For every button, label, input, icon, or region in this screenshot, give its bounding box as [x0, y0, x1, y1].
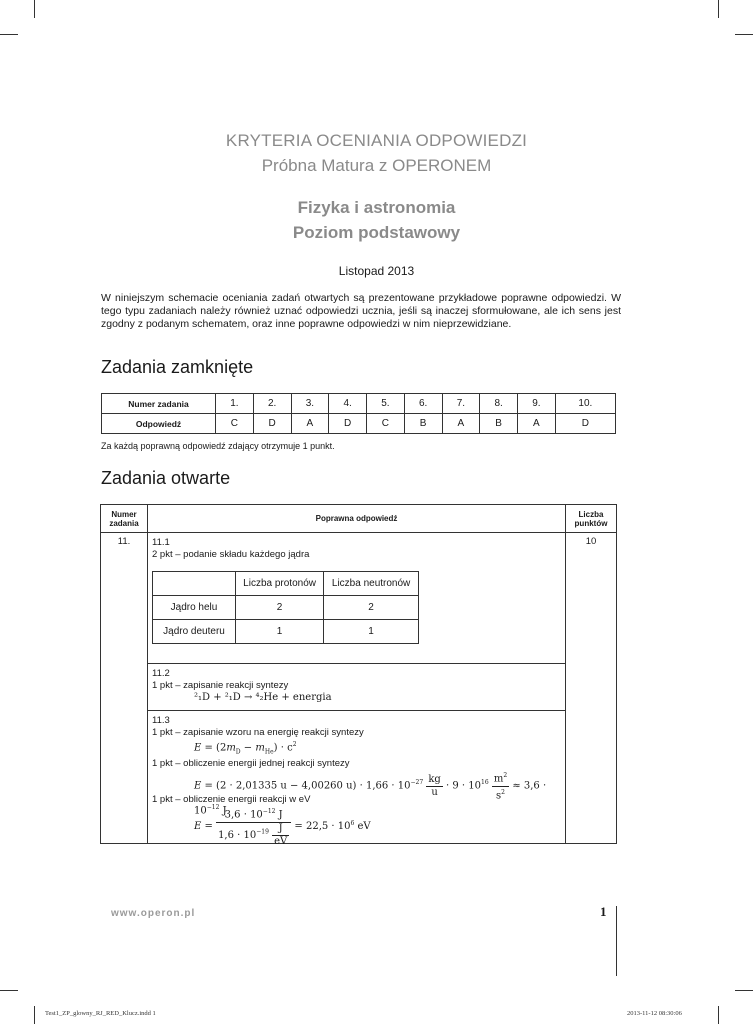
crop-mark [0, 990, 18, 991]
section-label: 11.3 [152, 715, 170, 726]
publisher-url: www.operon.pl [111, 908, 196, 919]
cell: B [480, 414, 518, 434]
cell: 5. [367, 394, 405, 414]
task-number-row [102, 394, 616, 414]
header-row [101, 505, 617, 533]
cell: 9. [518, 394, 556, 414]
cell: 6. [404, 394, 442, 414]
inner-header: Liczba protonów [236, 572, 324, 596]
crop-mark [34, 0, 35, 18]
cell: C [367, 414, 405, 434]
print-timestamp: 2013-11-12 08:30:06 [627, 1010, 682, 1017]
crop-mark [735, 34, 753, 35]
closed-tasks-heading: Zadania zamknięte [101, 357, 254, 377]
task-number: 11. [101, 533, 148, 844]
crop-mark [0, 34, 18, 35]
fusion-reaction-formula: ²₁D + ²₁D → ⁴₂He + energia [194, 692, 332, 703]
subject-title: Fizyka i astronomia [297, 198, 456, 217]
open-answers-table [100, 504, 617, 847]
energy-formula: $E = (2m_D - m_{He}) \cdot c^2$ [194, 741, 297, 756]
section-11-3 [148, 710, 565, 847]
row-label: Jądro deuteru [153, 620, 236, 644]
cell: B [404, 414, 442, 434]
cell: 7. [442, 394, 480, 414]
crop-mark [735, 990, 753, 991]
cell: 2 [236, 596, 324, 620]
answer-row [102, 414, 616, 434]
cell: A [442, 414, 480, 434]
section-11-2 [148, 663, 565, 710]
section-desc: 1 pkt – zapisanie wzoru na energię reakcji syntezy [152, 727, 364, 738]
answer-cell [148, 533, 566, 847]
document-subtitle: Próbna Matura z OPERONEM [261, 156, 492, 175]
section-desc: 1 pkt – obliczenie energii jednej reakcji syntezy [152, 758, 350, 770]
section-11-1 [148, 533, 565, 663]
section-desc: 2 pkt – podanie składu każdego jądra [152, 549, 310, 560]
inner-header-blank [153, 572, 236, 596]
inner-header: Liczba neutronów [324, 572, 419, 596]
table-row [153, 596, 419, 620]
cell: 10. [555, 394, 615, 414]
cell: D [253, 414, 291, 434]
scoring-note: Za każdą poprawną odpowiedź zdający otrzymuje 1 punkt. [101, 441, 335, 451]
section-label: 11.2 [152, 668, 170, 679]
cell: C [216, 414, 254, 434]
cell: 8. [480, 394, 518, 414]
section-desc: 1 pkt – obliczenie energii reakcji w eV [152, 794, 311, 806]
cell: 3. [291, 394, 329, 414]
crop-mark [718, 1006, 719, 1024]
cell: 2. [253, 394, 291, 414]
section-desc: 1 pkt – zapisanie reakcji syntezy [152, 680, 289, 691]
row-label: Numer zadania [102, 394, 216, 414]
col-header-answer: Poprawna odpowiedź [148, 505, 566, 533]
col-header-number: Numer zadania [101, 505, 148, 533]
row-label: Jądro helu [153, 596, 236, 620]
crop-mark [34, 1006, 35, 1024]
document-title: KRYTERIA OCENIANIA ODPOWIEDZI [225, 131, 528, 150]
open-tasks-heading: Zadania otwarte [101, 468, 231, 488]
row-label: Odpowiedź [102, 414, 216, 434]
cell: 1 [324, 620, 419, 644]
crop-mark [718, 0, 719, 18]
nucleus-table [152, 571, 419, 644]
cell: D [555, 414, 615, 434]
cell: A [291, 414, 329, 434]
cell: 1. [216, 394, 254, 414]
cell: 1 [236, 620, 324, 644]
cell: 4. [329, 394, 367, 414]
cell: 2 [324, 596, 419, 620]
cell: D [329, 414, 367, 434]
closed-answers-table [101, 393, 616, 434]
page-number: 1 [600, 904, 607, 919]
ev-calculation: E = $3,6 \cdot 10^{-12}$ J $1,6 \cdot 10^{-19}$ $\frac{J}{eV}$ = $22,5 \cdot 10^6$ eV [194, 808, 371, 847]
intro-paragraph: W niniejszym schemacie oceniania zadań otwartych są prezentowane przykładowe poprawne odpowiedzi. W tego typu zadaniach należy również uznać odpowiedzi ucznia, jeśli są inaczej sformułowane, ale ich sens jest zgodny z podanym schematem, oraz inne poprawne odpowiedzi w nim nieprzewidziane. [101, 292, 621, 330]
date: Listopad 2013 [338, 264, 415, 278]
col-header-points: Liczba punktów [566, 505, 617, 533]
level-title: Poziom podstawowy [292, 223, 461, 242]
page-divider [616, 906, 617, 976]
cell: A [518, 414, 556, 434]
energy-calculation: E = (2 · 2,01335 u − 4,00260 $u) \cdot 1,66 \cdot 10^{-27}$ $\frac{kg}{u}$ · $9 \cdot 10^{16}$ $\frac{m^2}{s^2}$ ≈ $3,6 \cdot 10^{-12}$ J [194, 772, 547, 817]
table-row [101, 533, 617, 844]
points-cell: 10 [566, 533, 617, 844]
table-row [153, 620, 419, 644]
section-label: 11.1 [152, 537, 170, 548]
file-slug: Test1_ZP_glowny_RJ_RED_Klucz.indd 1 [45, 1010, 156, 1017]
